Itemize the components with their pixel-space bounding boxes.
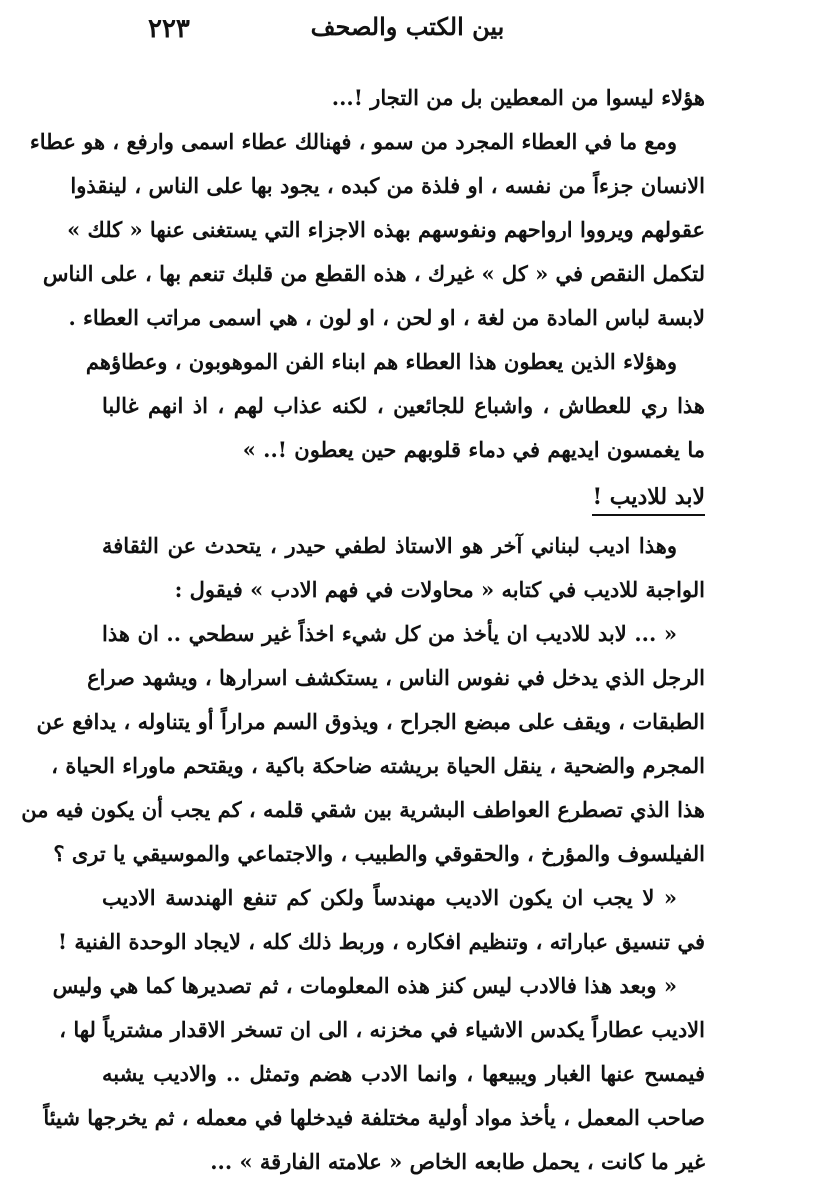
text-line: فيمسح عنها الغبار ويبيعها ، وانما الادب هضم وتمثل .. والاديب يشبه <box>102 1061 705 1086</box>
text-line: الاديب عطاراً يكدس الاشياء في مخزنه ، الى ان تسخر الاقدار مشترياً لها ، <box>59 1017 705 1042</box>
text-line: هذا ري للعطاش ، واشباع للجائعين ، لكنه عذاب لهم ، اذ انهم غالبا <box>102 393 705 418</box>
text-line: الطبقات ، ويقف على مبضع الجراح ، ويذوق السم مراراً أو يتناوله ، يدافع عن <box>36 709 705 734</box>
text-line: الفيلسوف والمؤرخ ، والحقوقي والطبيب ، والاجتماعي والموسيقي يا ترى ؟ <box>53 841 705 866</box>
text-line: غير ما كانت ، يحمل طابعه الخاص « علامته الفارقة » ... <box>210 1149 705 1174</box>
text-line: الرجل الذي يدخل في نفوس الناس ، يستكشف اسرارها ، ويشهد صراع <box>87 665 705 690</box>
text-line: هذا الذي تصطرع العواطف البشرية بين شقي قلمه ، كم يجب أن يكون فيه من <box>21 797 705 822</box>
page-header <box>110 8 705 48</box>
text-line: « ... لابد للاديب ان يأخذ من كل شيء اخذاً غير سطحي .. ان هذا <box>102 621 677 646</box>
section-heading-row <box>102 474 705 524</box>
text-line: ما يغمسون ايديهم في دماء قلوبهم حين يعطون !.. » <box>242 437 705 462</box>
page-number: ٢٢٣ <box>148 14 190 44</box>
text-line: في تنسيق عباراته ، وتنظيم افكاره ، وربط ذلك كله ، لايجاد الوحدة الفنية ! <box>57 929 705 954</box>
text-line: الانسان جزءاً من نفسه ، او فلذة من كبده ، يجود بها على الناس ، لينقذوا <box>70 173 705 198</box>
text-line: « وبعد هذا فالادب ليس كنز هذه المعلومات ، ثم تصديرها كما هي وليس <box>52 973 677 998</box>
text-line: ومع ما في العطاء المجرد من سمو ، فهنالك عطاء اسمى وارفع ، هو عطاء <box>29 129 677 154</box>
text-line: لابسة لباس المادة من لغة ، او لحن ، او لون ، هي اسمى مراتب العطاء . <box>68 305 705 330</box>
text-line: المجرم والضحية ، ينقل الحياة بريشته ضاحكة باكية ، ويقتحم ماوراء الحياة ، <box>51 753 705 778</box>
text-line: وهذا اديب لبناني آخر هو الاستاذ لطفي حيدر ، يتحدث عن الثقافة <box>102 533 677 558</box>
text-line: لتكمل النقص في « كل » غيرك ، هذه القطع من قلبك تنعم بها ، على الناس <box>42 261 705 286</box>
section-heading: لابد للاديب ! <box>592 482 705 516</box>
body-text <box>21 76 705 1184</box>
text-line: هؤلاء ليسوا من المعطين بل من التجار !... <box>331 85 705 110</box>
text-line: « لا يجب ان يكون الاديب مهندساً ولكن كم تنفع الهندسة الاديب <box>102 885 677 910</box>
text-line: عقولهم ويرووا ارواحهم ونفوسهم بهذه الاجزاء التي يستغنى عنها « كلك » <box>67 217 705 242</box>
text-line: الواجبة للاديب في كتابه « محاولات في فهم الادب » فيقول : <box>174 577 705 602</box>
text-line: صاحب المعمل ، يأخذ مواد أولية مختلفة فيدخلها في معمله ، ثم يخرجها شيئاً <box>43 1105 705 1130</box>
text-line: وهؤلاء الذين يعطون هذا العطاء هم ابناء الفن الموهوبون ، وعطاؤهم <box>85 349 677 374</box>
running-title: بين الكتب والصحف <box>310 12 505 41</box>
